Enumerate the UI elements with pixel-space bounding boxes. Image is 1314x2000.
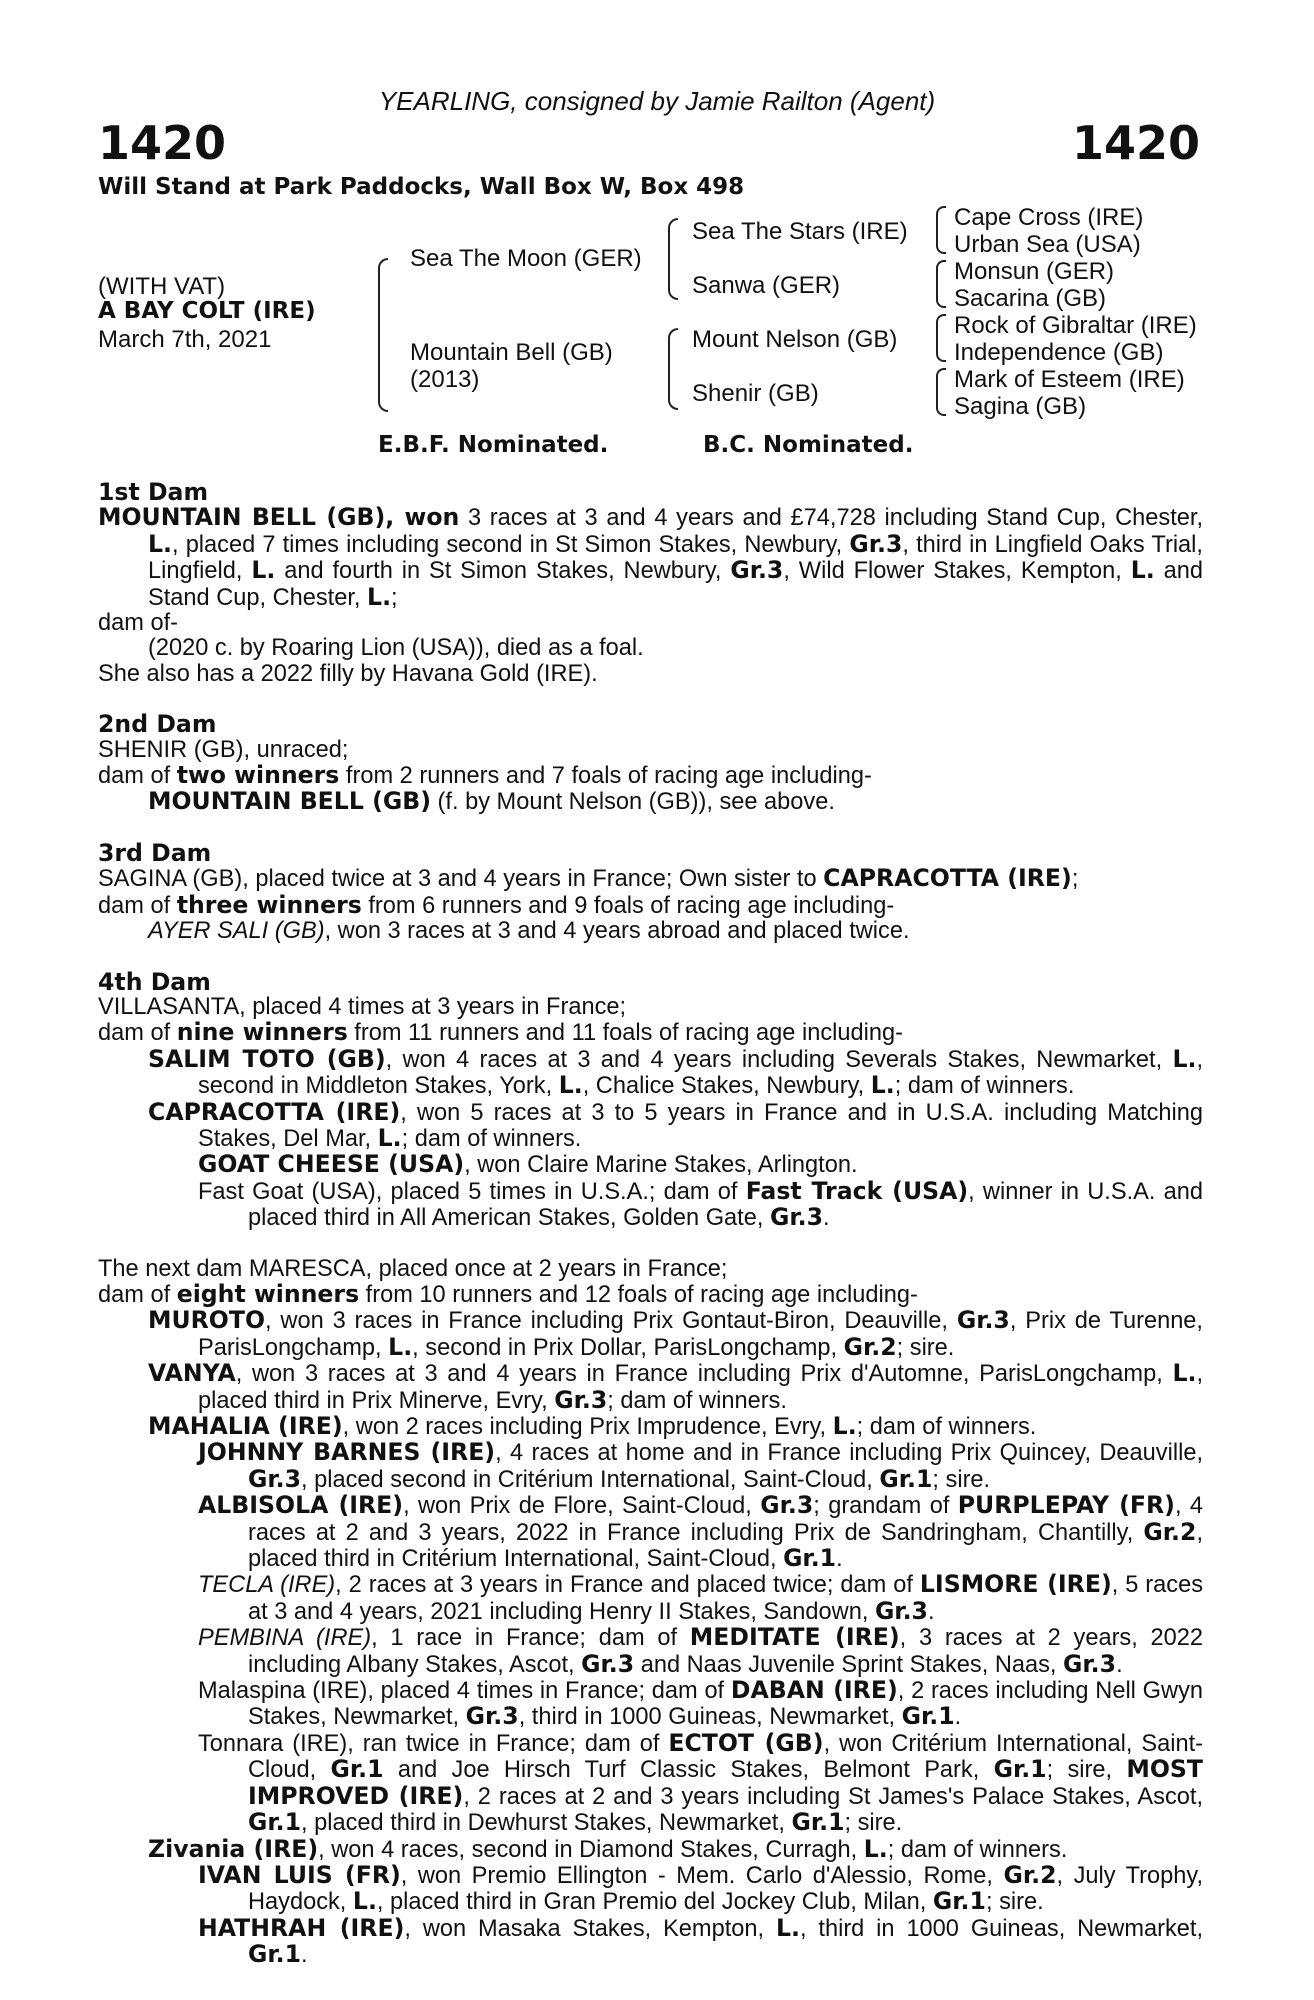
third-dam-runner: AYER SALI (GB), won 3 races at 3 and 4 years abroad and placed twice. [148,918,910,945]
produce-2020: (2020 c. by Roaring Lion (USA)), died as a foal. [148,635,644,662]
ancestor-urban-sea: Urban Sea (USA) [954,231,1141,258]
next-dam-produce: dam of eight winners from 10 runners and 12 foals of racing age including- [98,1279,918,1308]
entry-malaspina: Malaspina (IRE), placed 4 times in France; dam of DABAN (IRE), 2 races including Nell Gwyn Stakes, Newmarket, Gr.3, third in 1000 Guineas, Newmarket, Gr.1. [198,1676,1203,1731]
brace-sire [668,218,678,300]
fourth-dam-line: VILLASANTA, placed 4 times at 3 years in France; [98,993,627,1020]
sire-sire: Sea The Stars (IRE) [692,218,908,245]
section-2nd-dam: 2nd Dam [98,710,217,739]
ancestor-cape-cross: Cape Cross (IRE) [954,204,1144,231]
third-dam-produce: dam of three winners from 6 runners and 9 foals of racing age including- [98,890,895,919]
first-dam-entry: MOUNTAIN BELL (GB), won 3 races at 3 and 4 years and £74,728 including Stand Cup, Chester, L., placed 7 times including second in St Simon Stakes, Newbury, Gr.3, third in Lingfield Oaks Trial, Lingfield, L. and fourth in St Simon Stakes, Newbury, Gr.3, Wild Flower Stakes, Kempton, L. and Stand Cup, Chester, L.; [98,503,1204,611]
lot-number-right: 1420 [1071,116,1200,170]
vat-note: (WITH VAT) [98,273,226,300]
entry-zivania: Zivania (IRE), won 4 races, second in Diamond Stakes, Curragh, L.; dam of winners. [148,1834,1068,1863]
dam-sire: Mount Nelson (GB) [692,326,898,353]
dam: Mountain Bell (GB) [410,339,613,366]
ancestor-sacarina: Sacarina (GB) [954,285,1107,312]
entry-tecla: TECLA (IRE), 2 races at 3 years in France and placed twice; dam of LISMORE (IRE), 5 races at 3 and 4 years, 2021 including Henry II Stakes, Sandown, Gr.3. [198,1570,1203,1625]
entry-mahalia: MAHALIA (IRE), won 2 races including Prix Imprudence, Evry, L.; dam of winners. [148,1412,1037,1440]
ancestor-independence: Independence (GB) [954,339,1164,366]
brace-g2 [936,260,946,308]
entry-ivan-luis: IVAN LUIS (FR), won Premio Ellington - Mem. Carlo d'Alessio, Rome, Gr.2, July Trophy, Haydock, L., placed third in Gran Premio del Jockey Club, Milan, Gr.1; sire. [198,1860,1203,1916]
section-1st-dam: 1st Dam [98,478,209,506]
brace-g4 [936,368,946,416]
entry-goat-cheese: GOAT CHEESE (USA), won Claire Marine Stakes, Arlington. [198,1150,858,1179]
dam-of-line: dam of- [98,610,178,637]
brace-dam [668,328,678,410]
entry-fast-goat: Fast Goat (USA), placed 5 times in U.S.A.; dam of Fast Track (USA), winner in U.S.A. and placed third in All American Stakes, Golden Gate, Gr.3. [198,1176,1203,1232]
fourth-dam-produce: dam of nine winners from 11 runners and 11 foals of racing age including- [98,1018,903,1047]
entry-muroto: MUROTO, won 3 races in France including Prix Gontaut-Biron, Deauville, Gr.3, Prix de Turenne, ParisLongchamp, L., second in Prix Dollar, ParisLongchamp, Gr.2; sire. [148,1306,1203,1361]
horse-name: A BAY COLT (IRE) [98,298,316,324]
entry-vanya: VANYA, won 3 races at 3 and 4 years in France including Prix d'Automne, ParisLongchamp, L., placed third in Prix Minerve, Evry, Gr.3; dam of winners. [148,1359,1203,1414]
section-3rd-dam: 3rd Dam [98,838,212,867]
second-dam-line: SHENIR (GB), unraced; [98,736,349,763]
brace-g1 [936,206,946,254]
second-dam-produce: dam of two winners from 2 runners and 7 foals of racing age including- [98,761,872,790]
bc-nominated: B.C. Nominated. [703,432,914,458]
next-dam-line: The next dam MARESCA, placed once at 2 years in France; [98,1255,728,1282]
dam-dam: Shenir (GB) [692,380,819,407]
entry-salim-toto: SALIM TOTO (GB), won 4 races at 3 and 4 years including Severals Stakes, Newmarket, L., second in Middleton Stakes, York, L., Chalice Stakes, Newbury, L.; dam of winners. [148,1044,1203,1100]
consignment-line: YEARLING, consigned by Jamie Railton (Agent) [378,86,936,116]
catalogue-body [98,480,1203,1969]
entry-albisola: ALBISOLA (IRE), won Prix de Flore, Saint-Cloud, Gr.3; grandam of PURPLEPAY (FR), 4 races at 2 and 3 years, 2022 in France including Prix de Sandringham, Chantilly, Gr.2, placed third in Critérium International, Saint-Cloud, Gr.1. [198,1491,1203,1573]
entry-pembina: PEMBINA (IRE), 1 race in France; dam of MEDITATE (IRE), 3 races at 2 years, 2022 including Albany Stakes, Ascot, Gr.3 and Naas Juvenile Sprint Stakes, Naas, Gr.3. [198,1623,1204,1678]
produce-2022: She also has a 2022 filly by Havana Gold (IRE). [98,660,598,687]
section-4th-dam: 4th Dam [98,967,211,996]
sire-dam: Sanwa (GER) [692,272,841,299]
foaling-date: March 7th, 2021 [98,326,272,353]
ancestor-rock-of-gibraltar: Rock of Gibraltar (IRE) [954,312,1197,339]
ancestor-sagina: Sagina (GB) [954,393,1087,420]
ebf-nominated: E.B.F. Nominated. [378,432,609,458]
stand-location: Will Stand at Park Paddocks, Wall Box W, Box 498 [98,174,745,200]
entry-hathrah: HATHRAH (IRE), won Masaka Stakes, Kempton, L., third in 1000 Guineas, Newmarket, Gr.1. [198,1913,1204,1969]
ancestor-mark-of-esteem: Mark of Esteem (IRE) [954,366,1185,393]
brace-gen1 [378,258,388,412]
entry-tonnara: Tonnara (IRE), ran twice in France; dam of ECTOT (GB), won Critérium International, Saint-Cloud, Gr.1 and Joe Hirsch Turf Classic Stakes, Belmont Park, Gr.1; sire, MOST IMPROVED (IRE), 2 races at 2 and 3 years including St James's Palace Stakes, Ascot, Gr.1, placed third in Dewhurst Stakes, Newmarket, Gr.1; sire. [198,1728,1203,1837]
sire: Sea The Moon (GER) [410,245,642,272]
brace-g3 [936,314,946,362]
entry-johnny-barnes: JOHNNY BARNES (IRE), 4 races at home and in France including Prix Quincey, Deauville, Gr.3, placed second in Critérium International, Saint-Cloud, Gr.1; sire. [198,1438,1203,1493]
lot-number-left: 1420 [98,116,227,170]
second-dam-runner: MOUNTAIN BELL (GB) (f. by Mount Nelson (GB)), see above. [148,787,835,816]
third-dam-line: SAGINA (GB), placed twice at 3 and 4 years in France; Own sister to CAPRACOTTA (IRE); [98,864,1079,893]
ancestor-monsun: Monsun (GER) [954,258,1115,285]
entry-capracotta: CAPRACOTTA (IRE), won 5 races at 3 to 5 years in France and in U.S.A. including Matching Stakes, Del Mar, L.; dam of winners. [148,1097,1203,1152]
dam-year: (2013) [410,366,480,393]
